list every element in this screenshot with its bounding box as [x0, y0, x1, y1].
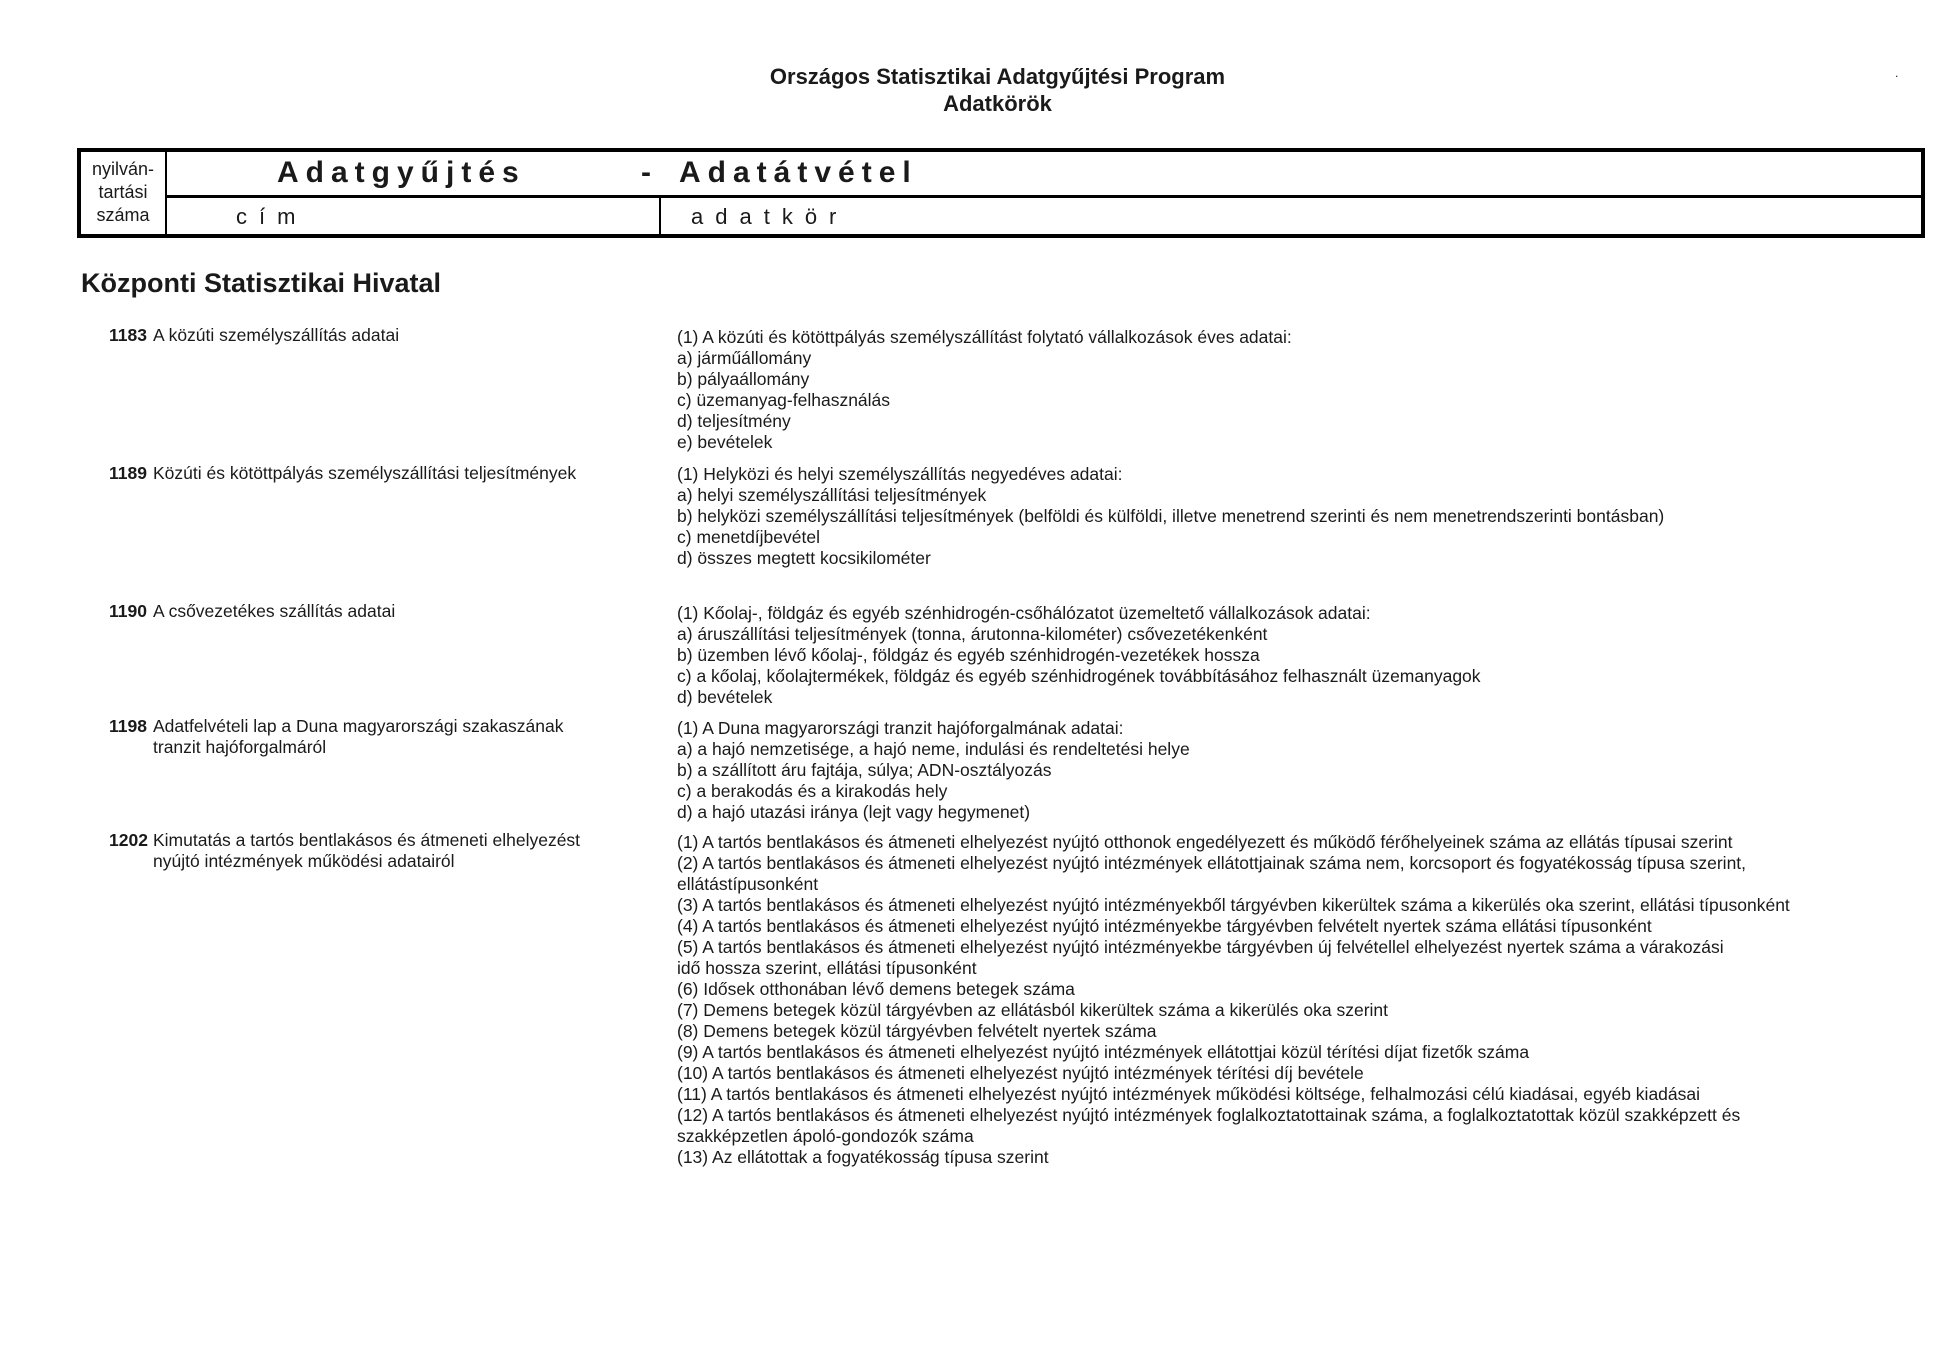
header-adatgyujtes: Adatgyűjtés: [277, 156, 526, 189]
detail-line: (2) A tartós bentlakásos és átmeneti elhelyezést nyújtó intézmények ellátottjainak száma nem, korcsoport és fogyatékosság típusa szerint,: [677, 853, 1747, 873]
detail-line: c) a berakodás és a kirakodás hely: [677, 781, 948, 801]
corner-mark: .: [1895, 66, 1899, 80]
header-cim: cím: [236, 204, 308, 229]
detail-line: b) helyközi személyszállítási teljesítmények (belföldi és külföldi, illetve menetrend szerinti és nem menetrendszerinti bontásban): [677, 506, 1665, 526]
detail-line: d) összes megtett kocsikilométer: [677, 548, 931, 568]
detail-line: (9) A tartós bentlakásos és átmeneti elhelyezést nyújtó intézmények ellátottjai közül térítési díjat fizetők száma: [677, 1042, 1530, 1062]
label-line: tartási: [98, 182, 148, 202]
registration-number-label: [81, 152, 167, 234]
detail-line: d) teljesítmény: [677, 411, 791, 431]
label-line: száma: [96, 205, 150, 225]
entry-name: [153, 325, 643, 346]
detail-line: (1) Helyközi és helyi személyszállítás negyedéves adatai:: [677, 464, 1123, 484]
detail-line: (1) A tartós bentlakásos és átmeneti elhelyezést nyújtó otthonok engedélyezett és működő férőhelyeinek száma az ellátás típusai szerint: [677, 832, 1733, 852]
entry-details: [677, 327, 1907, 453]
detail-line: (4) A tartós bentlakásos és átmeneti elhelyezést nyújtó intézményekbe tárgyévben felvételt nyertek száma ellátási típusonként: [677, 916, 1652, 936]
detail-line: ellátástípusonként: [677, 874, 819, 894]
header-adatkor: adatkör: [691, 204, 849, 229]
entry-number: 1183: [109, 325, 147, 345]
entry-name: [153, 601, 643, 622]
entry-name-line: tranzit hajóforgalmáról: [153, 737, 327, 757]
entry-name-line: nyújtó intézmények működési adatairól: [153, 851, 455, 871]
detail-line: c) a kőolaj, kőolajtermékek, földgáz és egyéb szénhidrogének továbbításához felhasznált üzemanyagok: [677, 666, 1481, 686]
entry-number: 1198: [109, 716, 147, 736]
title-line-2: Adatkörök: [943, 91, 1052, 116]
detail-line: a) helyi személyszállítási teljesítmények: [677, 485, 987, 505]
detail-line: idő hossza szerint, ellátási típusonként: [677, 958, 977, 978]
header-divider-vertical: [659, 198, 661, 234]
document-title: [0, 63, 1945, 117]
detail-line: (7) Demens betegek közül tárgyévben az ellátásból kikerültek száma a kikerülés oka szerint: [677, 1000, 1389, 1020]
entry-details: [677, 832, 1907, 1168]
entry-details: [677, 603, 1907, 708]
detail-line: a) járműállomány: [677, 348, 812, 368]
entry-details: [677, 464, 1907, 569]
entry-name-line: Adatfelvételi lap a Duna magyarországi szakaszának: [153, 716, 564, 736]
detail-line: (13) Az ellátottak a fogyatékosság típusa szerint: [677, 1147, 1049, 1167]
detail-line: b) pályaállomány: [677, 369, 810, 389]
entry-number: 1190: [109, 601, 147, 621]
detail-line: b) üzemben lévő kőolaj-, földgáz és egyéb szénhidrogén-vezetékek hossza: [677, 645, 1260, 665]
header-adatatvetel: Adatátvétel: [679, 156, 918, 189]
entry-name-line: A csővezetékes szállítás adatai: [153, 601, 396, 621]
detail-line: (5) A tartós bentlakásos és átmeneti elhelyezést nyújtó intézményekbe tárgyévben új felvétellel elhelyezést nyertek száma a várakozási: [677, 937, 1724, 957]
detail-line: a) a hajó nemzetisége, a hajó neme, indulási és rendeltetési helye: [677, 739, 1190, 759]
organization-heading: Központi Statisztikai Hivatal: [81, 268, 442, 298]
detail-line: c) menetdíjbevétel: [677, 527, 820, 547]
detail-line: (8) Demens betegek közül tárgyévben felvételt nyertek száma: [677, 1021, 1157, 1041]
detail-line: (1) A Duna magyarországi tranzit hajóforgalmának adatai:: [677, 718, 1124, 738]
entry-name-line: Közúti és kötöttpályás személyszállítási teljesítmények: [153, 463, 577, 483]
detail-line: (3) A tartós bentlakásos és átmeneti elhelyezést nyújtó intézményekből tárgyévben kikerültek száma a kikerülés oka szerint, ellátási típusonként: [677, 895, 1790, 915]
detail-line: a) áruszállítási teljesítmények (tonna, árutonna-kilométer) csővezetékenként: [677, 624, 1268, 644]
title-line-1: Országos Statisztikai Adatgyűjtési Program: [769, 64, 1226, 89]
entry-name-line: A közúti személyszállítás adatai: [153, 325, 400, 345]
detail-line: e) bevételek: [677, 432, 773, 452]
detail-line: (12) A tartós bentlakásos és átmeneti elhelyezést nyújtó intézmények foglalkoztatottainak száma, a foglalkoztatottak közül szakképzett és: [677, 1105, 1741, 1125]
entry-name: [153, 716, 643, 758]
detail-line: (1) Kőolaj-, földgáz és egyéb szénhidrogén-csőhálózatot üzemeltető vállalkozások adatai:: [677, 603, 1371, 623]
detail-line: (6) Idősek otthonában lévő demens betegek száma: [677, 979, 1075, 999]
header-dash: -: [641, 156, 658, 189]
detail-line: (1) A közúti és kötöttpályás személyszállítást folytató vállalkozások éves adatai:: [677, 327, 1292, 347]
entry-name: [153, 830, 643, 872]
entry-details: [677, 718, 1907, 823]
header-divider-horizontal: [167, 195, 1921, 198]
detail-line: (10) A tartós bentlakásos és átmeneti elhelyezést nyújtó intézmények térítési díj bevétele: [677, 1063, 1364, 1083]
entry-name-line: Kimutatás a tartós bentlakásos és átmeneti elhelyezést: [153, 830, 581, 850]
detail-line: d) a hajó utazási iránya (lejt vagy hegymenet): [677, 802, 1031, 822]
detail-line: (11) A tartós bentlakásos és átmeneti elhelyezést nyújtó intézmények működési költsége, felhalmozási célú kiadásai, egyéb kiadásai: [677, 1084, 1701, 1104]
column-header-box: [77, 148, 1925, 238]
detail-line: szakképzetlen ápoló-gondozók száma: [677, 1126, 974, 1146]
entry-number: 1189: [109, 463, 147, 483]
entry-name: [153, 463, 643, 484]
detail-line: b) a szállított áru fajtája, súlya; ADN-osztályozás: [677, 760, 1052, 780]
entry-number: 1202: [109, 830, 148, 850]
detail-line: c) üzemanyag-felhasználás: [677, 390, 891, 410]
detail-line: d) bevételek: [677, 687, 773, 707]
label-line: nyilván-: [91, 159, 155, 179]
